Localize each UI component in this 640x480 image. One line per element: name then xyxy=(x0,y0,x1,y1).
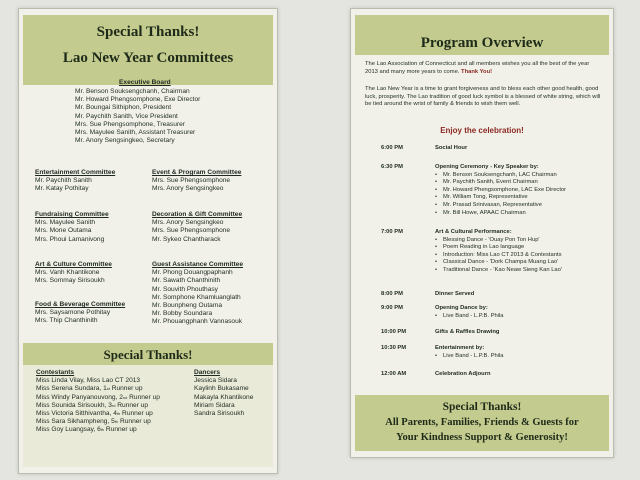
program-schedule xyxy=(351,141,613,403)
committee-block xyxy=(152,211,242,244)
committee-block xyxy=(35,261,112,286)
schedule-item: • Mr. Howard Phengsomphone, LAC Exe Director xyxy=(435,187,566,195)
schedule-event xyxy=(435,371,491,379)
contestant-name: Miss Linda Vilay, Miss Lao CT 2013 xyxy=(36,377,141,385)
committee-heading: Guest Assistance Committee xyxy=(152,261,243,268)
contestant-name: Miss Sounida Sirisoukh, 3 xyxy=(36,401,112,409)
dancer-name: Sandra Sirisoukh xyxy=(194,410,245,418)
dancer-name: Kaylinh Bukasame xyxy=(194,385,249,393)
schedule-event xyxy=(435,164,566,217)
committee-block xyxy=(152,261,243,327)
enjoy-celebration: Enjoy the celebration! xyxy=(440,126,524,135)
schedule-item: • Traditional Dance - 'Kao Neaw Sieng Kan Lao' xyxy=(435,267,562,275)
schedule-event xyxy=(435,145,467,153)
schedule-event xyxy=(435,345,503,360)
schedule-time: 9:00 PM xyxy=(381,305,403,311)
special-thanks-band xyxy=(23,343,273,365)
thanks-band xyxy=(355,395,609,451)
contestant-ordinal: rd xyxy=(111,402,116,408)
schedule-event-title: Opening Ceremony - Key Speaker by: xyxy=(435,164,539,170)
schedule-event-title: Celebration Adjourn xyxy=(435,371,491,377)
contestant-title: Runner up xyxy=(120,410,153,418)
schedule-time: 7:00 PM xyxy=(381,229,403,235)
contestant-name: Miss Windy Panyanouvong, 2 xyxy=(36,393,123,401)
schedule-time: 10:00 PM xyxy=(381,329,407,335)
schedule-item: • Classical Dance - 'Dork Champa Muang Lao' xyxy=(435,259,562,267)
dancer-name: Miriam Sidara xyxy=(194,401,235,409)
schedule-time: 6:00 PM xyxy=(381,145,403,151)
schedule-item: • Mr. William Tong, Representative xyxy=(435,194,566,202)
schedule-item: • Mr. Prasad Srinivasan, Representative xyxy=(435,202,566,210)
schedule-time: 6:30 PM xyxy=(381,164,403,170)
committee-member: Mrs. Saysamone Pothitay xyxy=(35,309,111,317)
contestant-ordinal: st xyxy=(106,386,110,392)
intro-paragraph-2: The Lao New Year is a time to grant forgiveness and to bless each other good health, good luck, prosperity. The Lao tradition of good luck symbol is a blessed of white string, which will be tied around the wrist of family & friends to wish them well. xyxy=(365,86,601,108)
program-title: Program Overview xyxy=(420,35,544,51)
contestant-row xyxy=(36,402,160,410)
contestant-row xyxy=(36,418,160,426)
contestant-ordinal: th xyxy=(114,419,119,425)
schedule-event xyxy=(435,229,562,275)
dancers-block xyxy=(194,369,253,418)
schedule-item: • Introduction: Miss Lao CT 2013 & Contestants xyxy=(435,252,562,260)
executive-member: Mr. Benson Souksengchanh, Chairman xyxy=(75,88,190,95)
contestant-name: Miss Serena Sundara, 1 xyxy=(36,385,107,393)
schedule-event-title: Entertainment by: xyxy=(435,345,485,351)
schedule-item: • Mr. Paychith Sanith, Event Chairman xyxy=(435,179,566,187)
special-thanks-heading: Special Thanks! xyxy=(103,347,193,362)
committee-member: Mrs. Mone Outama xyxy=(35,227,92,235)
committee-member: Mrs. Thip Chanthinith xyxy=(35,317,98,325)
executive-member: Mr. Boungai Sithiphon, President xyxy=(75,104,172,112)
executive-members xyxy=(75,88,200,145)
contestant-ordinal: th xyxy=(116,411,121,417)
committee-member: Mr. Phouangphanh Vannasouk xyxy=(152,318,243,326)
schedule-event xyxy=(435,305,503,320)
thank-you-text: Thank You! xyxy=(461,68,493,75)
committee-heading: Entertainment Committee xyxy=(35,169,116,176)
committee-heading: Art & Culture Committee xyxy=(35,261,112,268)
executive-member: Mr. Howard Phengsomphone, Exe Director xyxy=(75,96,201,104)
executive-member: Mrs. Mayulee Sanith, Assistant Treasurer xyxy=(75,129,196,137)
committee-member: Mr. Bounpheng Outama xyxy=(152,302,223,310)
committee-block xyxy=(35,301,125,326)
schedule-item: • Live Band - L.P.B. Phila xyxy=(435,313,503,321)
thanks-line-1: All Parents, Families, Friends & Guests for xyxy=(385,417,579,428)
dancer-list xyxy=(194,377,253,418)
schedule-event-title: Dinner Served xyxy=(435,291,475,297)
contestant-row xyxy=(36,426,160,434)
executive-member: Mrs. Sue Phengsomphone, Treasurer xyxy=(75,120,185,128)
thanks-line-2: Your Kindness Support & Generosity! xyxy=(396,432,568,443)
committee-member: Mrs. Anory Sengsingkeo xyxy=(152,219,224,227)
dancers-heading: Dancers xyxy=(194,369,221,376)
committee-member: Mr. Phong Douangpaphanh xyxy=(152,269,233,277)
contestants-heading: Contestants xyxy=(36,369,75,376)
committee-block xyxy=(35,169,115,194)
committee-heading: Decoration & Gift Committee xyxy=(152,211,243,218)
committee-member: Mrs. Sue Phengsomphone xyxy=(152,227,231,235)
committee-member: Mr. Bobby Soundara xyxy=(152,310,213,318)
committee-heading: Fundraising Committee xyxy=(35,211,109,218)
contestant-name: Miss Goy Luangsay, 6 xyxy=(36,426,101,434)
schedule-event-title: Art & Cultural Performance: xyxy=(435,229,512,235)
schedule-time: 12:00 AM xyxy=(381,371,407,377)
contestants-block xyxy=(36,369,160,435)
committee-heading: Event & Program Committee xyxy=(152,169,242,176)
intro-text-1: The Lao Association of Connecticut and all members wishes you all the best of the year 2013 and many more years to come. xyxy=(365,61,590,75)
contestant-name: Miss Victoria Sitthivantha, 4 xyxy=(36,410,117,418)
contestant-title: Runner up xyxy=(109,385,143,393)
committee-block xyxy=(35,211,109,244)
committee-member: Mrs. Phoui Lamanivong xyxy=(35,235,105,243)
committee-member: Mr. Sawath Chanthinith xyxy=(152,277,221,285)
schedule-item: • Mr. Benson Souksengchanh, LAC Chairman xyxy=(435,172,566,180)
schedule-event-title: Opening Dance by: xyxy=(435,305,488,311)
contestant-title: Runner up xyxy=(104,426,137,434)
special-thanks-title: Special Thanks! xyxy=(96,24,200,40)
contestant-name: Miss Sara Sikhampheng, 5 xyxy=(36,418,115,426)
committee-member: Mrs. Mayulee Sanith xyxy=(35,219,96,227)
committee-member: Mrs. Anory Sengsingkeo xyxy=(152,185,224,193)
committee-member: Mr. Paychith Sanith xyxy=(35,177,92,185)
executive-heading: Executive Board xyxy=(119,79,171,86)
contestant-ordinal: nd xyxy=(122,394,128,400)
schedule-event-title: Social Hour xyxy=(435,145,468,151)
thanks-heading: Special Thanks! xyxy=(442,401,522,413)
contestant-row xyxy=(36,377,160,385)
contestant-row xyxy=(36,410,160,418)
intro-paragraph-1 xyxy=(365,61,601,76)
program-panel xyxy=(350,8,614,458)
contestant-title: Runner up xyxy=(127,393,160,401)
schedule-event-title: Gifts & Raffles Drawing xyxy=(435,329,500,335)
schedule-item: • Live Band - L.P.B. Phila xyxy=(435,353,503,361)
committees-panel xyxy=(18,8,278,474)
contestant-row xyxy=(36,394,160,402)
committees-title: Lao New Year Committees xyxy=(62,50,234,66)
schedule-item: • Mr. Bill Howe, APAAC Chairman xyxy=(435,210,566,218)
dancer-name: Makayla Khantikone xyxy=(194,393,254,401)
committee-member: Mr. Souvith Phouthasy xyxy=(152,285,218,293)
committee-heading: Food & Beverage Committee xyxy=(35,301,126,308)
contestant-ordinal: th xyxy=(100,427,105,433)
contestant-row xyxy=(36,385,160,393)
committee-member: Mr. Somphone Khamluanglath xyxy=(152,293,241,301)
executive-board xyxy=(119,79,171,87)
executive-member: Mr. Anory Sengsingkeo, Secretary xyxy=(75,137,175,145)
schedule-event xyxy=(435,329,499,337)
schedule-event xyxy=(435,291,474,299)
schedule-time: 8:00 PM xyxy=(381,291,403,297)
contestant-list xyxy=(36,377,160,434)
committee-member: Mrs. Vanh Khantikone xyxy=(35,269,100,277)
committee-block xyxy=(152,169,241,194)
committee-member: Mr. Katay Pothitay xyxy=(35,185,89,193)
program-header-band xyxy=(355,15,609,55)
schedule-item: • Blessing Dance - 'Ouay Pon Ton Hup' xyxy=(435,237,562,245)
committee-member: Mrs. Sommay Sirisoukh xyxy=(35,277,105,285)
contestant-title: Runner up xyxy=(118,418,151,426)
committees-header-band xyxy=(23,15,273,85)
executive-member: Mr. Paychith Sanith, Vice President xyxy=(75,112,178,120)
contestant-title: Runner up xyxy=(115,401,149,409)
schedule-item: • Poem Reading in Lao language xyxy=(435,244,562,252)
committee-member: Mrs. Sue Phengsomphone xyxy=(152,177,231,185)
dancer-name: Jessica Sidara xyxy=(194,377,237,385)
schedule-time: 10:30 PM xyxy=(381,345,407,351)
committee-member: Mr. Sykeo Chantharack xyxy=(152,235,221,243)
